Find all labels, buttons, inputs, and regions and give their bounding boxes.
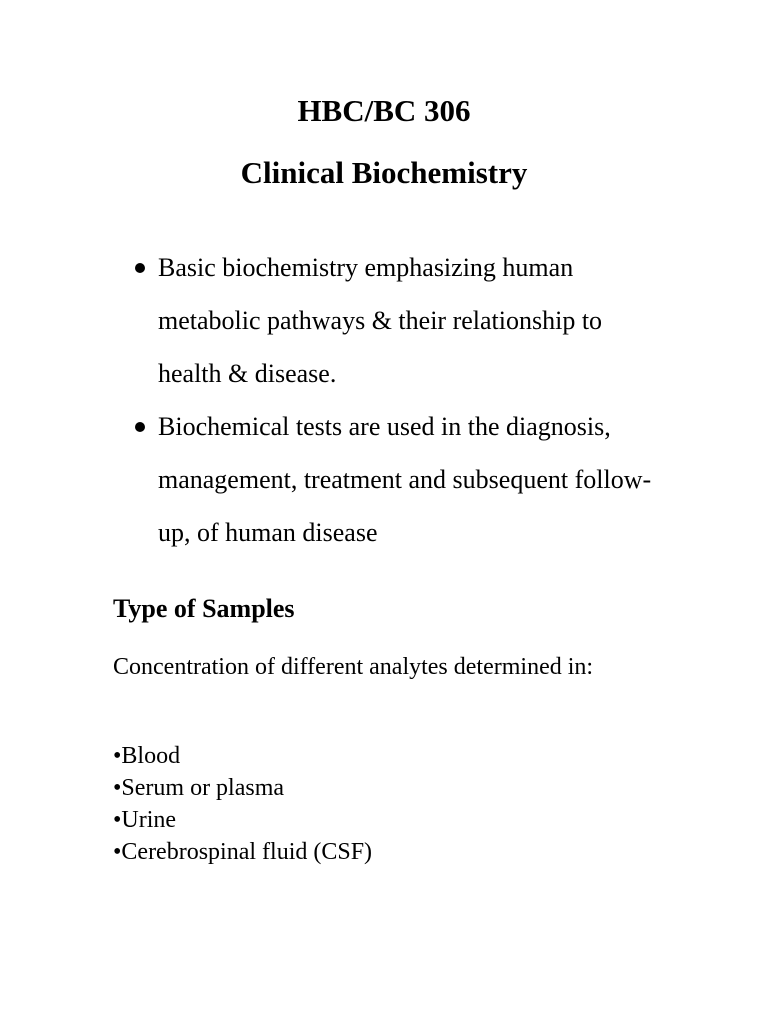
samples-intro: Concentration of different analytes determined in: bbox=[113, 654, 594, 680]
overview-bullet-item bbox=[130, 241, 670, 400]
sample-item: •Cerebrospinal fluid (CSF) bbox=[113, 839, 373, 865]
course-code: HBC/BC 306 bbox=[297, 93, 471, 128]
overview-bullet-list bbox=[130, 241, 670, 559]
course-title: Clinical Biochemistry bbox=[240, 155, 528, 190]
overview-bullet-text: Basic biochemistry emphasizing human metabolic pathways & their relationship to health & disease. bbox=[158, 253, 603, 388]
overview-bullet-item bbox=[130, 400, 670, 559]
samples-list bbox=[113, 740, 372, 868]
sample-item: •Urine bbox=[113, 807, 177, 833]
sample-item: •Serum or plasma bbox=[113, 775, 285, 801]
sample-item: •Blood bbox=[113, 743, 181, 769]
samples-heading: Type of Samples bbox=[113, 594, 295, 623]
bullet-dot-icon bbox=[135, 422, 145, 432]
bullet-dot-icon bbox=[135, 263, 145, 273]
overview-bullet-text: Biochemical tests are used in the diagnosis, management, treatment and subsequent follow-up, of human disease bbox=[158, 412, 652, 547]
